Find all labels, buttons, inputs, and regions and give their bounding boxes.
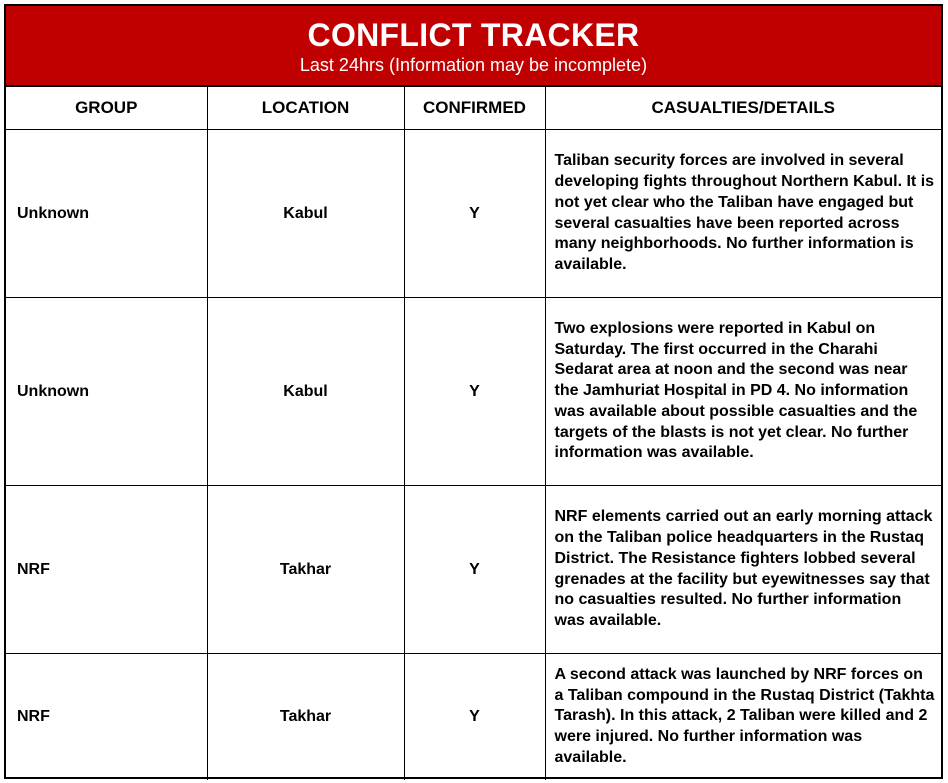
column-header-confirmed: CONFIRMED bbox=[404, 87, 545, 130]
cell-group: Unknown bbox=[6, 130, 207, 298]
page-subtitle: Last 24hrs (Information may be incomplete) bbox=[299, 55, 648, 75]
column-header-location: LOCATION bbox=[207, 87, 404, 130]
conflict-tracker bbox=[4, 4, 943, 779]
cell-location: Takhar bbox=[207, 654, 404, 780]
table-header-row bbox=[6, 87, 941, 130]
cell-group: NRF bbox=[6, 654, 207, 780]
cell-location: Kabul bbox=[207, 130, 404, 298]
column-header-details: CASUALTIES/DETAILS bbox=[545, 87, 941, 130]
column-header-group: GROUP bbox=[6, 87, 207, 130]
cell-confirmed: Y bbox=[404, 130, 545, 298]
cell-confirmed: Y bbox=[404, 298, 545, 486]
table-row bbox=[6, 654, 941, 780]
cell-group: Unknown bbox=[6, 298, 207, 486]
cell-confirmed: Y bbox=[404, 654, 545, 780]
table-row bbox=[6, 486, 941, 654]
cell-details: Taliban security forces are involved in several developing fights throughout Northern Kabul. It is not yet clear who the Taliban have engaged but several casualties have been reported across many neighborhoods. No further information is available. bbox=[545, 130, 941, 298]
cell-location: Kabul bbox=[207, 298, 404, 486]
cell-group: NRF bbox=[6, 486, 207, 654]
cell-details: Two explosions were reported in Kabul on Saturday. The first occurred in the Charahi Sedarat area at noon and the second was near the Jamhuriat Hospital in PD 4. No information was available about possible casualties and the targets of the blasts is not yet clear. No further information was available. bbox=[545, 298, 941, 486]
cell-details: NRF elements carried out an early morning attack on the Taliban police headquarters in the Rustaq District. The Resistance fighters lobbed several grenades at the facility but eyewitnesses say that no casualties resulted. No further information was available. bbox=[545, 486, 941, 654]
conflict-table bbox=[6, 87, 941, 780]
cell-details: A second attack was launched by NRF forces on a Taliban compound in the Rustaq District (Takhta Tarash). In this attack, 2 Taliban were killed and 2 were injured. No further information was available. bbox=[545, 654, 941, 780]
cell-location: Takhar bbox=[207, 486, 404, 654]
page-title: CONFLICT TRACKER bbox=[307, 17, 640, 53]
title-banner bbox=[6, 6, 941, 87]
table-row bbox=[6, 298, 941, 486]
cell-confirmed: Y bbox=[404, 486, 545, 654]
table-row bbox=[6, 130, 941, 298]
